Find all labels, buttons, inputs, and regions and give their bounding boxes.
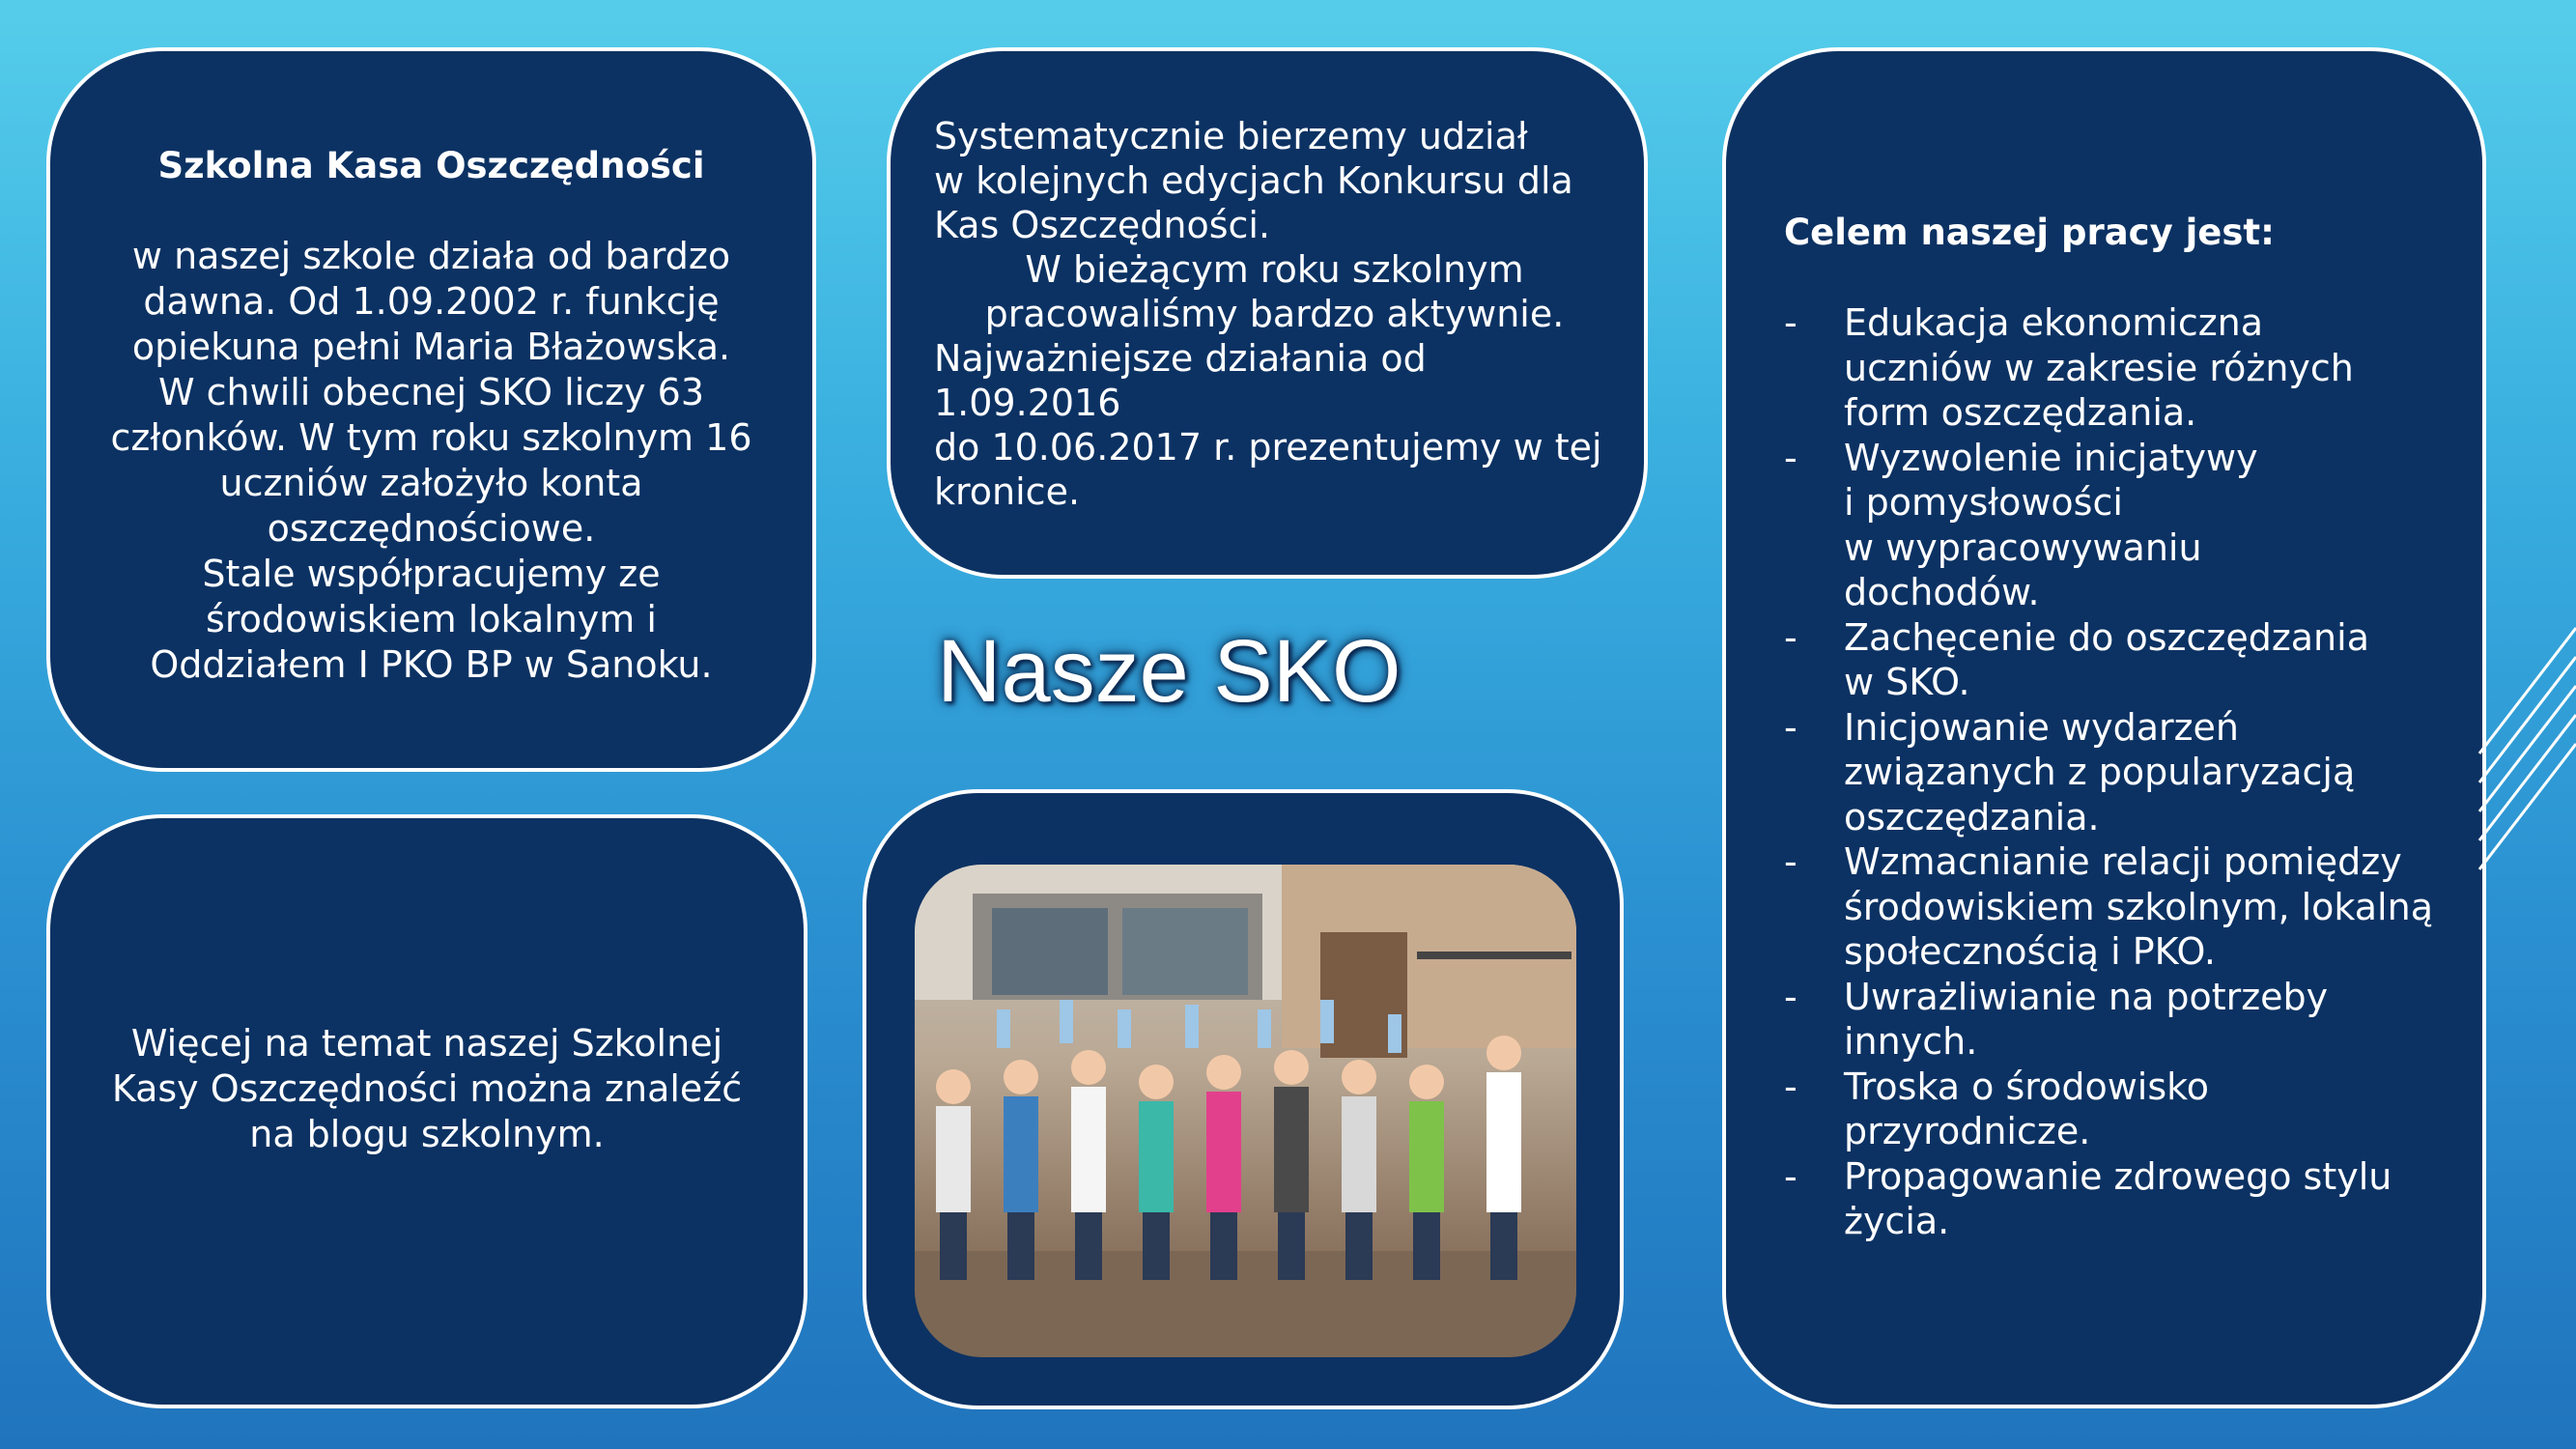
contest-line: pracowaliśmy bardzo aktywnie. — [984, 293, 1565, 335]
goal-bullet: - — [1784, 1154, 1798, 1198]
goal-bullet: - — [1784, 840, 1798, 883]
blog-line: na blogu szkolnym. — [249, 1113, 605, 1155]
goal-item — [1784, 436, 2444, 615]
contest-line: kronice. — [934, 470, 1081, 513]
decorative-lines — [2470, 599, 2576, 889]
contest-line: do 10.06.2017 r. prezentujemy w tej — [934, 426, 1602, 469]
contest-card — [887, 47, 1648, 579]
goal-line: Zachęcenie do oszczędzania — [1844, 615, 2369, 659]
contest-line: Systematycznie bierzemy udział — [934, 115, 1528, 157]
goal-bullet: - — [1784, 1065, 1798, 1108]
intro-line: dawna. Od 1.09.2002 r. funkcję — [143, 280, 720, 323]
goal-line: w wypracowywaniu — [1844, 526, 2202, 569]
goal-bullet: - — [1784, 615, 1798, 659]
goal-item — [1784, 300, 2444, 436]
goal-line: Edukacja ekonomiczna — [1844, 301, 2264, 344]
goal-line: związanych z popularyzacją — [1844, 751, 2356, 793]
goal-line: dochodów. — [1844, 571, 2040, 613]
goal-bullet: - — [1784, 436, 1798, 479]
goal-line: Uwrażliwianie na potrzeby — [1844, 975, 2329, 1018]
intro-line: oszczędnościowe. — [267, 507, 596, 550]
page-heading: Nasze SKO — [937, 622, 1401, 721]
intro-card — [46, 47, 816, 772]
goal-line: życia. — [1844, 1200, 1950, 1242]
goal-line: innych. — [1844, 1020, 1978, 1063]
goal-item — [1784, 1154, 2444, 1244]
intro-line: członków. W tym roku szkolnym 16 — [110, 416, 752, 459]
intro-text-block — [89, 143, 774, 688]
goal-line: Propagowanie zdrowego stylu — [1844, 1154, 2392, 1198]
goal-line: i pomysłowości — [1844, 481, 2123, 524]
blog-card — [46, 814, 807, 1408]
intro-title: Szkolna Kasa Oszczędności — [157, 145, 705, 186]
contest-line: Kas Oszczędności. — [934, 204, 1271, 246]
blog-text-block — [89, 1021, 765, 1157]
goal-line: uczniów w zakresie różnych — [1844, 346, 2354, 389]
intro-line: uczniów założyło konta — [219, 462, 643, 504]
intro-line: Stale współpracujemy ze — [202, 553, 661, 595]
intro-line: W chwili obecnej SKO liczy 63 — [157, 371, 705, 413]
goal-item — [1784, 1065, 2444, 1154]
goal-item — [1784, 705, 2444, 840]
blog-line: Więcej na temat naszej Szkolnej — [130, 1022, 723, 1065]
goal-item — [1784, 975, 2444, 1065]
intro-line: środowiskiem lokalnym i — [206, 598, 657, 640]
goal-line: przyrodnicze. — [1844, 1110, 2091, 1152]
goals-card — [1722, 47, 2486, 1408]
goal-line: Inicjowanie wydarzeń — [1844, 705, 2240, 749]
goal-line: w SKO. — [1844, 661, 1970, 703]
goal-line: Wyzwolenie inicjatywy — [1844, 436, 2258, 479]
blog-line: Kasy Oszczędności można znaleźć — [111, 1067, 743, 1110]
goal-line: Wzmacnianie relacji pomiędzy — [1844, 840, 2402, 883]
goals-list — [1784, 300, 2444, 1244]
goal-bullet: - — [1784, 975, 1798, 1018]
contest-line: W bieżącym roku szkolnym — [1025, 248, 1524, 291]
goals-title: Celem naszej pracy jest: — [1784, 212, 2275, 253]
contest-line: Najważniejsze działania od 1.09.2016 — [934, 337, 1427, 424]
goal-line: środowiskiem szkolnym, lokalną — [1844, 885, 2433, 928]
goal-item — [1784, 615, 2444, 705]
goal-bullet: - — [1784, 301, 1798, 344]
goal-line: Troska o środowisko — [1844, 1065, 2210, 1108]
goal-item — [1784, 839, 2444, 975]
group-photo-illustration — [915, 865, 1576, 1357]
goal-bullet: - — [1784, 705, 1798, 749]
goal-line: oszczędzania. — [1844, 795, 2100, 838]
intro-line: w naszej szkole działa od bardzo — [131, 235, 731, 277]
photo-card — [863, 789, 1624, 1409]
contest-line: w kolejnych edycjach Konkursu dla — [934, 159, 1573, 202]
contest-text-block — [934, 114, 1615, 514]
goal-line: społecznością i PKO. — [1844, 930, 2216, 973]
goal-line: form oszczędzania. — [1844, 391, 2197, 434]
intro-line: opiekuna pełni Maria Błażowska. — [131, 326, 731, 368]
intro-line: Oddziałem I PKO BP w Sanoku. — [150, 643, 713, 686]
group-photo — [915, 865, 1576, 1357]
